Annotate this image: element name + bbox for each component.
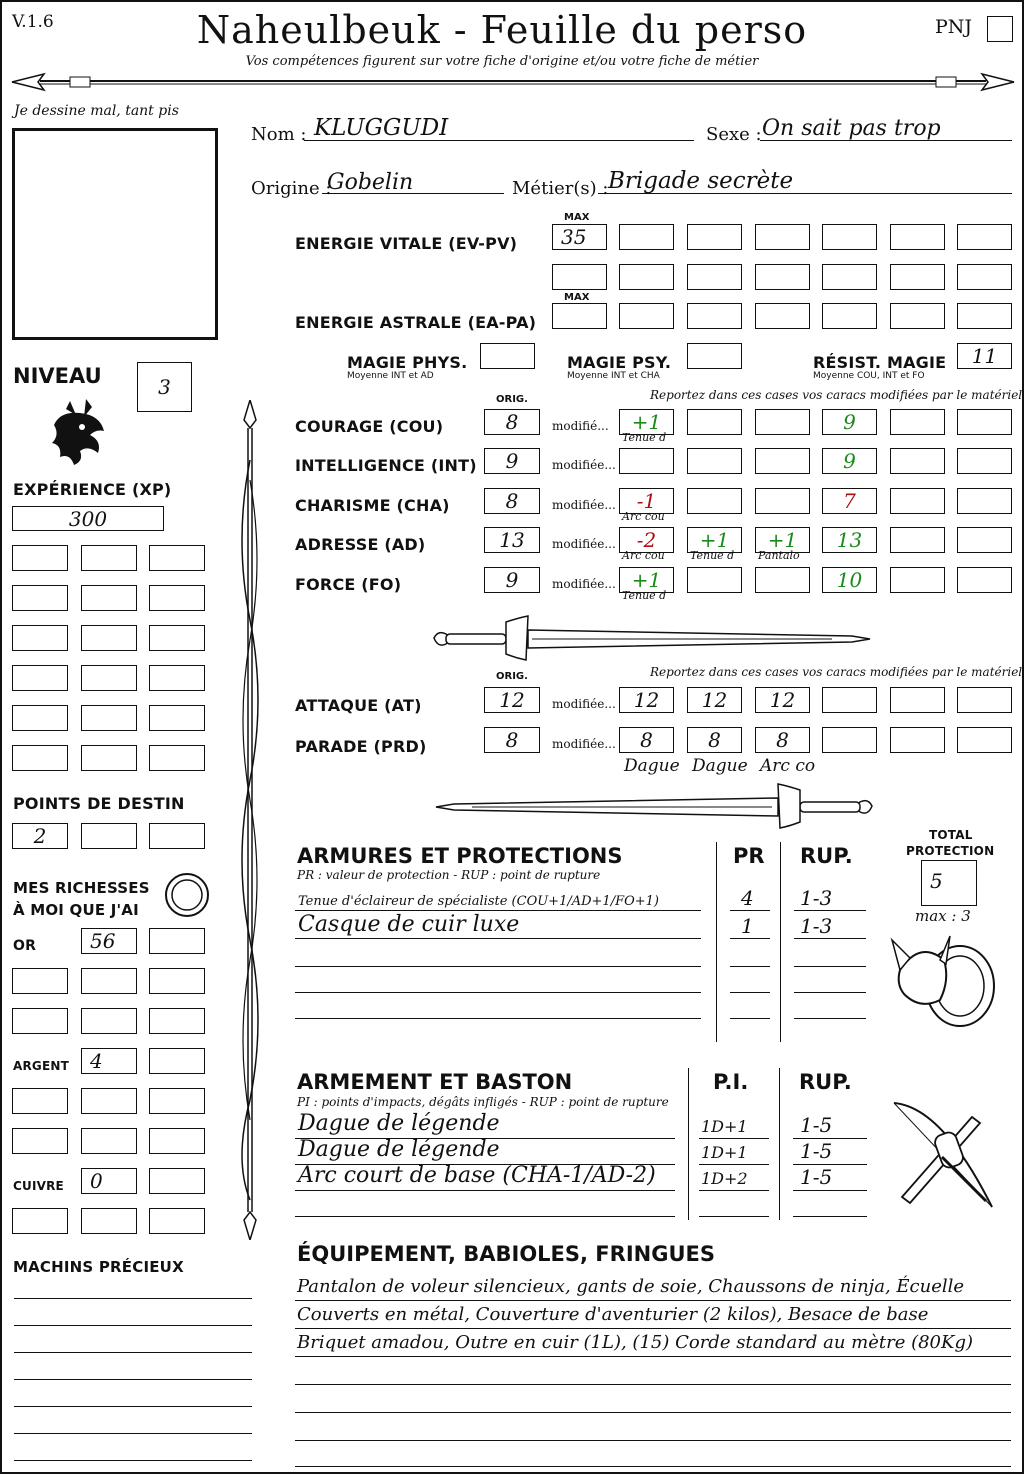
weapon-name-line-3 [295,1216,675,1217]
xp-box-5-0[interactable] [12,745,68,771]
armor-name-line-2 [295,966,701,967]
equip-text-0[interactable]: Pantalon de voleur silencieux, gants de soie, Chaussons de ninja, Écuelle [297,1276,965,1297]
armor-rup-header: RUP. [800,844,853,868]
xp-box-4-0[interactable] [12,705,68,731]
weapon-rup-line-3 [793,1216,867,1217]
stat-mod-note-0-0: Tenue d [622,431,667,444]
armor-name-line-3 [295,992,701,993]
treasure-line-4 [14,1406,252,1407]
stat-mod-label-4: modifiée... [552,577,616,591]
stat-orig-1[interactable]: 9 [484,448,540,474]
stat-mod-3-1[interactable]: +1 [687,527,742,553]
combat-weapon-note-2: Arc co [760,756,816,776]
armor-pr-line-0 [730,910,770,911]
combat-at-extra-0[interactable] [822,687,877,713]
treasure-line-6 [14,1460,252,1461]
armor-rup-0[interactable]: 1-3 [800,886,833,910]
stat-mod-0-1[interactable] [687,409,742,435]
xp-box-3-2[interactable] [149,665,205,691]
stat-mod-4-1[interactable] [687,567,742,593]
vital-box-0-5[interactable] [890,224,945,250]
stat-label-1: INTELLIGENCE (INT) [295,456,477,475]
stat-extra-3-0[interactable] [890,527,945,553]
vital-box-1-3[interactable] [755,264,810,290]
sword-icon-2 [432,782,874,832]
xp-box-0-0[interactable] [12,545,68,571]
treasure-line-0 [14,1298,252,1299]
xp-box-0-1[interactable] [81,545,137,571]
wealth-box-3-1[interactable]: 4 [81,1048,137,1074]
wealth-box-5-1[interactable] [81,1128,137,1154]
xp-box-4-2[interactable] [149,705,205,731]
vital-box-0-3[interactable] [755,224,810,250]
magic-phys-label: MAGIE PHYS. [347,353,468,372]
wealth-box-3-2[interactable] [149,1048,205,1074]
vital-box-1-6[interactable] [957,264,1012,290]
job-line [598,193,1012,194]
level-label: NIVEAU [13,364,102,388]
wealth-box-6-1[interactable]: 0 [81,1168,137,1194]
combat-at-extra-2[interactable] [957,687,1012,713]
total-max-note: max : 3 [915,907,971,925]
sword-icon [432,614,872,664]
stat-mod-note-2-0: Arc cou [622,510,665,523]
equip-line-4 [295,1412,1011,1413]
wealth-box-1-0[interactable] [12,968,68,994]
weapons-subtitle: PI : points d'impacts, dégâts infligés - RUP : point de rupture [297,1095,669,1109]
armor-pr-line-2 [730,966,770,967]
xp-box-4-1[interactable] [81,705,137,731]
combat-at-val-2[interactable]: 12 [755,687,810,713]
stat-final-3[interactable]: 13 [822,527,877,553]
vital-box-0-6[interactable] [957,224,1012,250]
spear-icon [230,400,270,1240]
wealth-box-5-0[interactable] [12,1128,68,1154]
xp-box-2-2[interactable] [149,625,205,651]
stat-extra-4-1[interactable] [957,567,1012,593]
stat-label-4: FORCE (FO) [295,575,402,594]
stat-mod-label-1: modifiée... [552,458,616,472]
magic-phys-box[interactable] [480,343,535,369]
combat-at-mod-label: modifiée... [552,697,616,711]
equip-line-0 [295,1300,1011,1301]
armor-divider-1 [716,842,717,1042]
name-line [304,140,694,141]
combat-at-orig[interactable]: 12 [484,687,540,713]
weapons-divider-1 [688,1068,689,1220]
equip-line-5 [295,1440,1011,1441]
weapon-name-2[interactable]: Arc court de base (CHA-1/AD-2) [298,1163,656,1188]
origin-value[interactable]: Gobelin [327,170,414,195]
ev-max-label: MAX [564,212,590,223]
armor-subtitle: PR : valeur de protection - RUP : point de rupture [297,868,601,882]
stat-final-1[interactable]: 9 [822,448,877,474]
dragon-icon [40,395,110,467]
combat-weapon-note-0: Dague [624,756,680,776]
ea-box-2[interactable] [687,303,742,329]
armor-rup-line-1 [794,938,866,939]
treasures-label: MACHINS PRÉCIEUX [13,1258,184,1276]
weapon-pi-0[interactable]: 1D+1 [701,1117,748,1136]
weapon-pi-line-0 [699,1138,769,1139]
stat-label-2: CHARISME (CHA) [295,496,450,515]
weapon-rup-line-2 [793,1190,867,1191]
stat-mod-note-3-0: Arc cou [622,549,665,562]
origin-label: Origine : [251,178,332,199]
xp-box-1-0[interactable] [12,585,68,611]
stat-mod-label-0: modifié... [552,419,609,433]
ea-max-label: MAX [564,292,590,303]
ea-box-4[interactable] [822,303,877,329]
combat-prd-extra-1[interactable] [890,727,945,753]
combat-report-note: Reportez dans ces cases vos caracs modifiées par le matériel [650,665,1023,679]
prd-label: PARADE (PRD) [295,737,427,756]
treasure-line-2 [14,1352,252,1353]
weapons-divider-2 [779,1068,780,1220]
wealth-box-2-2[interactable] [149,1008,205,1034]
stat-extra-2-0[interactable] [890,488,945,514]
xp-box[interactable]: 300 [12,506,164,531]
header-spear-divider [10,68,1016,94]
total-label-2: PROTECTION [906,844,995,858]
combat-at-extra-1[interactable] [890,687,945,713]
combat-prd-orig[interactable]: 8 [484,727,540,753]
weapons-title: ARMEMENT ET BASTON [297,1070,573,1094]
weapon-rup-1[interactable]: 1-5 [800,1139,833,1163]
pnj-checkbox[interactable] [987,16,1013,42]
magic-psy-sub: Moyenne INT et CHA [567,371,660,381]
weapons-rup-header: RUP. [799,1070,852,1094]
weapon-rup-0[interactable]: 1-5 [800,1113,833,1137]
equip-line-1 [295,1328,1011,1329]
combat-prd-val-0[interactable]: 8 [619,727,674,753]
stat-mod-note-3-1: Tenue d [690,549,735,562]
vital-box-0-2[interactable] [687,224,742,250]
xp-box-5-1[interactable] [81,745,137,771]
wealth-box-1-1[interactable] [81,968,137,994]
vital-box-1-4[interactable] [822,264,877,290]
armor-pr-1[interactable]: 1 [741,914,754,938]
total-protection-box[interactable]: 5 [921,860,977,906]
stat-label-0: COURAGE (COU) [295,417,444,436]
xp-box-2-1[interactable] [81,625,137,651]
xp-box-3-0[interactable] [12,665,68,691]
wealth-box-4-0[interactable] [12,1088,68,1114]
magic-psy-box[interactable] [687,343,742,369]
stats-orig-label: ORIG. [496,394,528,405]
wealth-box-4-1[interactable] [81,1088,137,1114]
stat-mod-0-0[interactable]: +1 [619,409,674,435]
origin-line [322,193,504,194]
equip-line-2 [295,1356,1011,1357]
combat-weapon-note-1: Dague [692,756,748,776]
vital-box-1-0[interactable] [552,264,607,290]
treasure-line-5 [14,1433,252,1434]
crossed-weapons-icon [882,1097,1002,1215]
wealth-box-7-2[interactable] [149,1208,205,1234]
resist-label: RÉSIST. MAGIE [813,353,947,372]
ev-label: ENERGIE VITALE (EV-PV) [295,234,518,253]
argent-label: ARGENT [13,1059,70,1073]
weapon-name-1[interactable]: Dague de légende [298,1137,500,1162]
armor-pr-line-4 [730,1018,770,1019]
stat-orig-3[interactable]: 13 [484,527,540,553]
xp-box-5-2[interactable] [149,745,205,771]
vital-box-2-0[interactable] [552,303,607,329]
or-label: OR [13,938,37,954]
xp-box-3-1[interactable] [81,665,137,691]
sex-label: Sexe : [706,124,762,145]
weapon-name-line-2 [295,1190,675,1191]
vital-box-1-5[interactable] [890,264,945,290]
armor-divider-2 [780,842,781,1042]
name-label: Nom : [251,124,307,145]
destiny-box-2[interactable] [81,823,137,849]
stat-final-4[interactable]: 10 [822,567,877,593]
stat-orig-4[interactable]: 9 [484,567,540,593]
wealth-box-5-2[interactable] [149,1128,205,1154]
combat-prd-val-2[interactable]: 8 [755,727,810,753]
wealth-box-7-1[interactable] [81,1208,137,1234]
wealth-label-1: MES RICHESSES [13,879,150,897]
sheet-subtitle: Vos compétences figurent sur votre fiche d'origine et/ou votre fiche de métier [245,54,759,69]
xp-label: EXPÉRIENCE (XP) [13,480,172,499]
stat-mod-1-0[interactable] [619,448,674,474]
coin-icon [164,872,210,918]
destiny-label: POINTS DE DESTIN [13,794,185,813]
stat-mod-4-0[interactable]: +1 [619,567,674,593]
version-label: V.1.6 [12,12,54,32]
job-value[interactable]: Brigade secrète [608,168,794,194]
stat-mod-note-4-0: Tenue d [622,589,667,602]
armor-name-0[interactable]: Tenue d'éclaireur de spécialiste (COU+1/AD+1/FO+1) [298,894,659,909]
vital-box-0-4[interactable] [822,224,877,250]
stat-extra-3-1[interactable] [957,527,1012,553]
xp-box-1-1[interactable] [81,585,137,611]
level-box[interactable]: 3 [137,362,192,412]
armor-title: ARMURES ET PROTECTIONS [297,844,623,868]
stat-extra-4-0[interactable] [890,567,945,593]
stat-mod-1-2[interactable] [755,448,810,474]
ea-box-5[interactable] [890,303,945,329]
stat-mod-label-2: modifiée... [552,498,616,512]
stat-extra-1-0[interactable] [890,448,945,474]
ea-label: ENERGIE ASTRALE (EA-PA) [295,313,537,332]
armor-rup-line-3 [794,992,866,993]
treasure-line-1 [14,1325,252,1326]
ea-box-1[interactable] [619,303,674,329]
armor-pr-header: PR [733,844,765,868]
armor-name-line-1 [295,938,701,939]
portrait-frame[interactable] [12,128,218,340]
wealth-label-2: À MOI QUE J'AI [13,901,139,919]
name-value[interactable]: KLUGGUDI [314,115,449,141]
combat-prd-extra-2[interactable] [957,727,1012,753]
wealth-box-6-2[interactable] [149,1168,205,1194]
armor-rup-line-0 [794,910,866,911]
stat-mod-3-0[interactable]: -2 [619,527,674,553]
combat-prd-val-1[interactable]: 8 [687,727,742,753]
vital-box-0-0[interactable]: 35 [552,224,607,250]
weapon-pi-2[interactable]: 1D+2 [701,1169,748,1188]
resist-sub: Moyenne COU, INT et FO [813,371,925,381]
vital-box-1-1[interactable] [619,264,674,290]
stat-mod-2-2[interactable] [755,488,810,514]
weapon-pi-line-2 [699,1190,769,1191]
total-label-1: TOTAL [929,828,973,842]
pnj-label: PNJ [935,16,973,38]
wealth-box-1-2[interactable] [149,968,205,994]
armor-rup-line-2 [794,966,866,967]
wealth-box-0-2[interactable] [149,928,205,954]
ea-box-3[interactable] [755,303,810,329]
stat-orig-0[interactable]: 8 [484,409,540,435]
equip-line-3 [295,1384,1011,1385]
stat-extra-1-1[interactable] [957,448,1012,474]
stat-mod-label-3: modifiée... [552,537,616,551]
xp-box-0-2[interactable] [149,545,205,571]
sex-value[interactable]: On sait pas trop [762,116,941,141]
armor-pr-0[interactable]: 4 [741,886,754,910]
stat-mod-3-2[interactable]: +1 [755,527,810,553]
destiny-box-1[interactable]: 2 [12,823,68,849]
job-label: Métier(s) : [512,178,609,199]
wealth-box-4-2[interactable] [149,1088,205,1114]
stat-final-2[interactable]: 7 [822,488,877,514]
weapon-pi-1[interactable]: 1D+1 [701,1143,748,1162]
xp-box-2-0[interactable] [12,625,68,651]
armor-name-line-4 [295,1018,701,1019]
wealth-box-0-1[interactable]: 56 [81,928,137,954]
ea-box-6[interactable] [957,303,1012,329]
stat-mod-note-3-2: Pantalo [758,549,800,562]
equip-line-6 [295,1466,1011,1467]
stat-mod-2-0[interactable]: -1 [619,488,674,514]
stat-orig-2[interactable]: 8 [484,488,540,514]
wealth-box-7-0[interactable] [12,1208,68,1234]
equip-text-2[interactable]: Briquet amadou, Outre en cuir (1L), (15) Corde standard au mètre (80Kg) [297,1332,973,1353]
vital-box-0-1[interactable] [619,224,674,250]
armor-name-1[interactable]: Casque de cuir luxe [298,912,520,937]
combat-prd-mod-label: modifiée... [552,737,616,751]
treasure-line-3 [14,1379,252,1380]
weapon-pi-line-3 [699,1216,769,1217]
stat-mod-4-2[interactable] [755,567,810,593]
magic-psy-label: MAGIE PSY. [567,353,672,372]
destiny-box-3[interactable] [149,823,205,849]
helmet-shield-icon [890,930,1002,1030]
armor-rup-1[interactable]: 1-3 [800,914,833,938]
resist-box[interactable]: 11 [957,343,1012,369]
equip-text-1[interactable]: Couverts en métal, Couverture d'aventurier (2 kilos), Besace de base [297,1304,929,1325]
wealth-box-2-0[interactable] [12,1008,68,1034]
stats-report-note: Reportez dans ces cases vos caracs modifiées par le matériel [650,388,1023,402]
combat-prd-extra-0[interactable] [822,727,877,753]
armor-pr-line-3 [730,992,770,993]
combat-orig-label: ORIG. [496,671,528,682]
stat-mod-1-1[interactable] [687,448,742,474]
magic-phys-sub: Moyenne INT et AD [347,371,434,381]
stat-extra-0-0[interactable] [890,409,945,435]
stat-label-3: ADRESSE (AD) [295,535,426,554]
weapon-pi-line-1 [699,1164,769,1165]
cuivre-label: CUIVRE [13,1179,64,1193]
armor-name-line-0 [295,910,701,911]
weapon-name-0[interactable]: Dague de légende [298,1111,500,1136]
vital-box-1-2[interactable] [687,264,742,290]
sheet-title: Naheulbeuk - Feuille du perso [196,8,808,52]
stat-final-0[interactable]: 9 [822,409,877,435]
stat-extra-0-1[interactable] [957,409,1012,435]
sex-line [760,140,1012,141]
armor-rup-line-4 [794,1018,866,1019]
weapon-rup-2[interactable]: 1-5 [800,1165,833,1189]
stat-mod-0-2[interactable] [755,409,810,435]
weapons-pi-header: P.I. [713,1070,749,1094]
stat-mod-2-1[interactable] [687,488,742,514]
armor-pr-line-1 [730,938,770,939]
stat-extra-2-1[interactable] [957,488,1012,514]
at-label: ATTAQUE (AT) [295,696,422,715]
wealth-box-2-1[interactable] [81,1008,137,1034]
portrait-caption: Je dessine mal, tant pis [14,103,179,119]
combat-at-val-0[interactable]: 12 [619,687,674,713]
equipment-title: ÉQUIPEMENT, BABIOLES, FRINGUES [297,1242,715,1266]
xp-box-1-2[interactable] [149,585,205,611]
combat-at-val-1[interactable]: 12 [687,687,742,713]
